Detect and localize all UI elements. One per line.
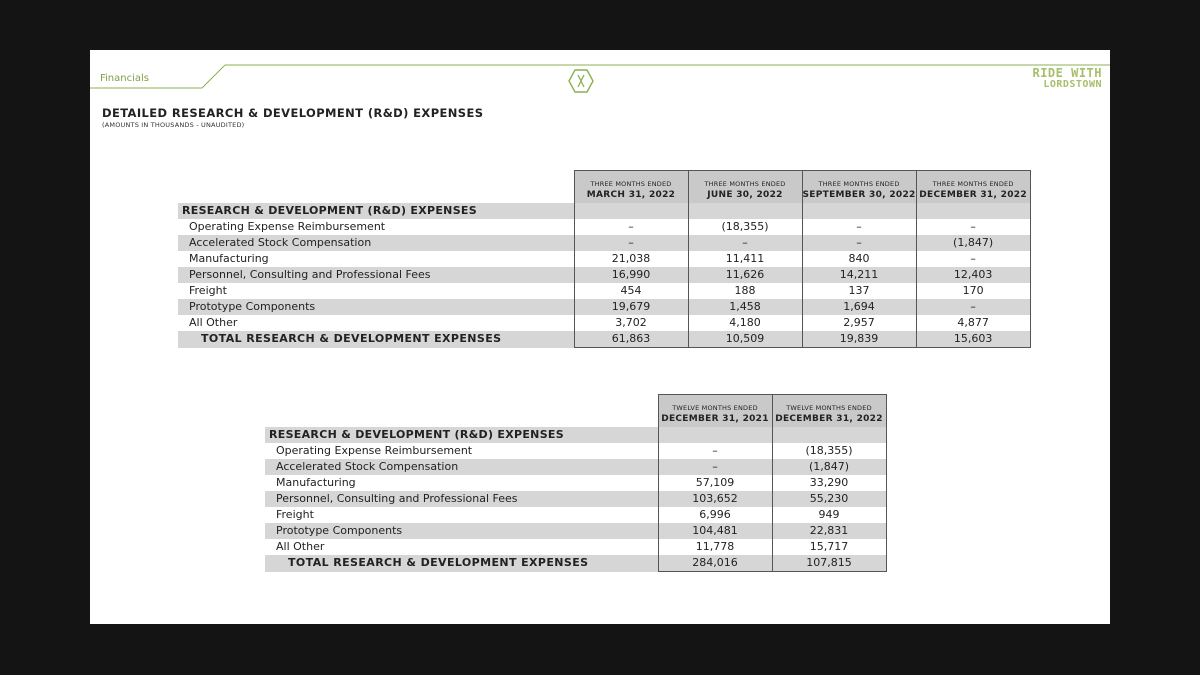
column-date: JUNE 30, 2022 — [707, 190, 783, 200]
cell-value: 19,679 — [574, 299, 688, 315]
total-value: 19,839 — [802, 331, 916, 348]
cell-value: – — [802, 219, 916, 235]
row-label: Accelerated Stock Compensation — [265, 459, 658, 475]
row-label: Manufacturing — [189, 252, 269, 265]
row-label: Prototype Components — [265, 523, 658, 539]
section-header: RESEARCH & DEVELOPMENT (R&D) EXPENSES — [265, 427, 658, 443]
row-label: Personnel, Consulting and Professional Fees — [178, 267, 574, 283]
table-row — [178, 315, 1030, 331]
company-logo-icon — [568, 68, 594, 94]
row-label: All Other — [189, 316, 238, 329]
column-header — [916, 171, 1030, 204]
column-date: SEPTEMBER 30, 2022 — [802, 190, 916, 200]
cell-value: 33,290 — [772, 475, 886, 491]
cell-value: 188 — [688, 283, 802, 299]
total-value: 10,509 — [688, 331, 802, 348]
cell-value: 170 — [916, 283, 1030, 299]
cell-value: – — [658, 443, 772, 459]
annual-rd-table — [265, 394, 887, 572]
column-date: DECEMBER 31, 2022 — [775, 414, 883, 424]
cell-value: 103,652 — [658, 491, 772, 507]
cell-value: 6,996 — [658, 507, 772, 523]
cell-value: 21,038 — [574, 251, 688, 267]
table-row — [265, 491, 886, 507]
page-title: DETAILED RESEARCH & DEVELOPMENT (R&D) EXPENSES — [102, 106, 484, 120]
row-label: Prototype Components — [178, 299, 574, 315]
cell-value: 2,957 — [802, 315, 916, 331]
slide — [90, 50, 1110, 624]
cell-value: 4,877 — [916, 315, 1030, 331]
table-row — [178, 235, 1030, 251]
column-header — [688, 171, 802, 204]
column-period: TWELVE MONTHS ENDED — [672, 404, 758, 412]
column-header — [658, 395, 772, 428]
column-period: THREE MONTHS ENDED — [704, 180, 786, 188]
cell-value: – — [916, 251, 1030, 267]
table-row — [265, 523, 886, 539]
total-value: 61,863 — [574, 331, 688, 348]
column-header — [802, 171, 916, 204]
section-label: Financials — [100, 73, 149, 84]
row-label: Operating Expense Reimbursement — [189, 220, 386, 233]
cell-value: – — [574, 235, 688, 251]
cell-value: 14,211 — [802, 267, 916, 283]
cell-value: 1,694 — [802, 299, 916, 315]
column-period: THREE MONTHS ENDED — [590, 180, 672, 188]
column-date: MARCH 31, 2022 — [586, 190, 676, 200]
total-label: TOTAL RESEARCH & DEVELOPMENT EXPENSES — [265, 555, 658, 572]
table-row — [178, 267, 1030, 283]
table-row — [265, 539, 886, 555]
cell-value: (1,847) — [772, 459, 886, 475]
cell-value: 137 — [802, 283, 916, 299]
table-row — [265, 443, 886, 459]
table-row — [265, 475, 886, 491]
cell-value: 15,717 — [772, 539, 886, 555]
row-label: Freight — [189, 284, 227, 297]
column-date: DECEMBER 31, 2021 — [661, 414, 769, 424]
table-row — [265, 507, 886, 523]
column-period: THREE MONTHS ENDED — [818, 180, 900, 188]
cell-value: – — [688, 235, 802, 251]
table-row — [265, 459, 886, 475]
cell-value: 11,626 — [688, 267, 802, 283]
cell-value: 22,831 — [772, 523, 886, 539]
cell-value: 11,411 — [688, 251, 802, 267]
brand-line-2: LORDSTOWN — [1043, 79, 1102, 90]
row-label: Operating Expense Reimbursement — [276, 444, 473, 457]
section-header-row — [178, 203, 1030, 219]
cell-value: 840 — [802, 251, 916, 267]
column-header-row — [178, 171, 1030, 204]
cell-value: 104,481 — [658, 523, 772, 539]
cell-value: (18,355) — [772, 443, 886, 459]
table-row — [178, 299, 1030, 315]
row-label: Freight — [276, 508, 314, 521]
column-header-row — [265, 395, 886, 428]
total-row — [265, 555, 886, 572]
row-label: Accelerated Stock Compensation — [178, 235, 574, 251]
column-header — [574, 171, 688, 204]
cell-value: (18,355) — [688, 219, 802, 235]
cell-value: – — [916, 299, 1030, 315]
cell-value: – — [802, 235, 916, 251]
row-label: Personnel, Consulting and Professional Fees — [265, 491, 658, 507]
column-period: TWELVE MONTHS ENDED — [786, 404, 872, 412]
cell-value: 57,109 — [658, 475, 772, 491]
cell-value: 12,403 — [916, 267, 1030, 283]
table-row — [178, 219, 1030, 235]
cell-value: (1,847) — [916, 235, 1030, 251]
table-row — [178, 251, 1030, 267]
header-rule — [90, 50, 1110, 95]
cell-value: – — [916, 219, 1030, 235]
column-header — [772, 395, 886, 428]
cell-value: 11,778 — [658, 539, 772, 555]
cell-value: 4,180 — [688, 315, 802, 331]
section-header-row — [265, 427, 886, 443]
brand-line-1: RIDE WITH — [1032, 66, 1102, 80]
cell-value: 55,230 — [772, 491, 886, 507]
cell-value: 454 — [574, 283, 688, 299]
cell-value: 1,458 — [688, 299, 802, 315]
quarterly-rd-table — [178, 170, 1031, 348]
total-value: 107,815 — [772, 555, 886, 572]
cell-value: – — [574, 219, 688, 235]
total-label: TOTAL RESEARCH & DEVELOPMENT EXPENSES — [178, 331, 574, 348]
row-label: Manufacturing — [276, 476, 356, 489]
page-subtitle: (AMOUNTS IN THOUSANDS - UNAUDITED) — [102, 121, 245, 129]
cell-value: – — [658, 459, 772, 475]
total-value: 15,603 — [916, 331, 1030, 348]
row-label: All Other — [276, 540, 325, 553]
total-row — [178, 331, 1030, 348]
section-header: RESEARCH & DEVELOPMENT (R&D) EXPENSES — [178, 203, 574, 219]
total-value: 284,016 — [658, 555, 772, 572]
column-date: DECEMBER 31, 2022 — [919, 190, 1027, 200]
cell-value: 16,990 — [574, 267, 688, 283]
table-row — [178, 283, 1030, 299]
column-period: THREE MONTHS ENDED — [932, 180, 1014, 188]
cell-value: 3,702 — [574, 315, 688, 331]
brand-wordmark — [1006, 68, 1102, 90]
cell-value: 949 — [772, 507, 886, 523]
